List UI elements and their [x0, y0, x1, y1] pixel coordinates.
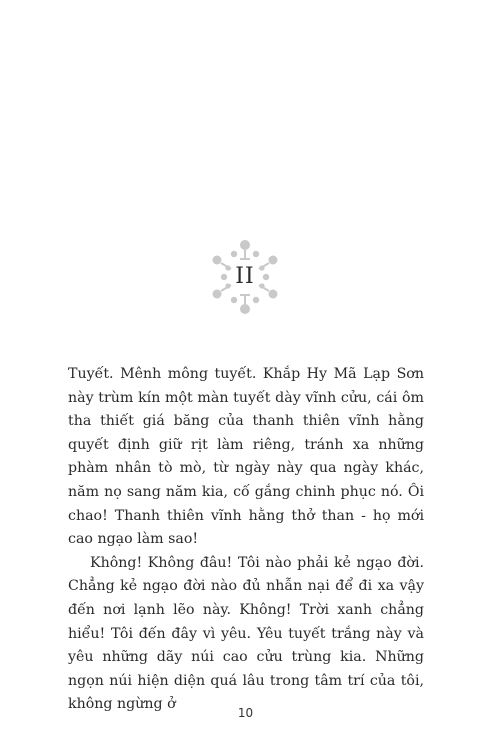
paragraph-2: Không! Không đâu! Tôi nào phải kẻ ngạo đời. Chẳng kẻ ngạo đời nào đủ nhẫn nại để đi xa vậy đến nơi lạnh lẽo này. Không! Trời xanh chẳng hiểu! Tôi đến đây vì yêu. Yêu tuyết trắng này và yêu những dãy núi cao cửu trùng kia. Những ngọn núi hiện diện quá lâu trong tâm trí của tôi, không ngừng ở — [68, 554, 424, 713]
paragraph-1: Tuyết. Mênh mông tuyết. Khắp Hy Mã Lạp Sơn này trùm kín một màn tuyết dày vĩnh cửu, cái ôm tha thiết giá băng của thanh thiên vĩnh hằng quyết định giữ rịt làm riêng, tránh xa những phàm nhân tò mò, từ ngày này qua ngày khác, năm nọ sang năm kia, cố gắng chinh phục nó. Ôi chao! Thanh thiên vĩnh hằng thở than - họ mới cao ngạo làm sao! — [68, 366, 424, 548]
page-number: 10 — [237, 706, 254, 720]
chapter-number: II — [235, 264, 255, 289]
body-text — [68, 363, 424, 717]
